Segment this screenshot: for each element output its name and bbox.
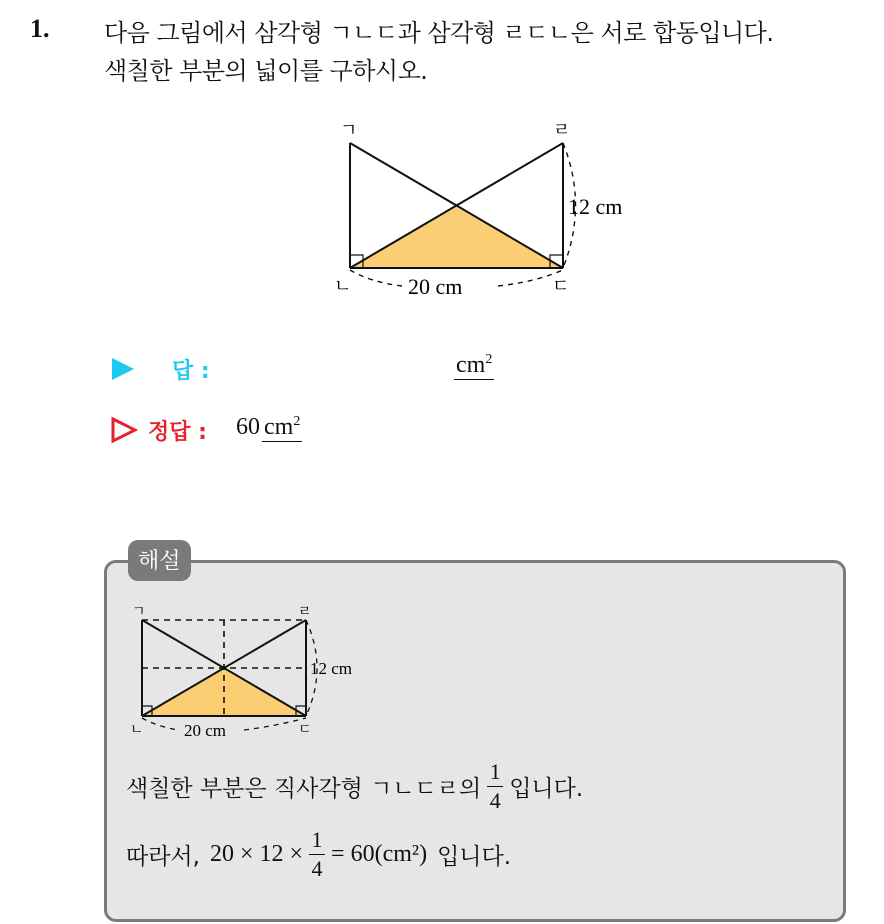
explanation-line-2-prefix: 따라서, [126, 844, 200, 870]
explanation-line-1-prefix: 색칠한 부분은 직사각형 ㄱㄴㄷㄹ의 [126, 776, 482, 802]
explanation-math-b: = 60(cm²) [331, 841, 428, 867]
explanation-tag: 해설 [128, 540, 191, 581]
explanation-line-1-suffix: 입니다. [509, 776, 584, 802]
explanation-figure [126, 600, 376, 746]
correct-unit-exp: 2 [293, 414, 301, 429]
explanation-label-d: ㄹ [298, 604, 312, 620]
correct-unit-wrap [262, 414, 302, 442]
explanation-label-c: ㄷ [298, 722, 312, 738]
answer-label: 답 : [172, 359, 210, 384]
correct-label: 정답 : [148, 420, 207, 445]
base-dimension-arc-left [350, 270, 402, 286]
explanation-fraction [309, 828, 325, 881]
play-arrow-icon [110, 356, 136, 382]
correct-value: 60 [236, 414, 260, 440]
question-text [104, 14, 874, 90]
fraction-numerator: 1 [489, 759, 501, 784]
fraction-denominator: 4 [489, 788, 501, 813]
shaded-triangle [350, 207, 563, 268]
question-line-1: 다음 그림에서 삼각형 ㄱㄴㄷ과 삼각형 ㄹㄷㄴ은 서로 합동입니다. [104, 19, 774, 47]
explanation-line-2-suffix: 입니다. [437, 844, 512, 870]
correct-answer-row [110, 414, 410, 448]
fraction-one-quarter [487, 760, 503, 813]
explanation-label-b: ㄴ [130, 722, 144, 738]
label-c: ㄷ [552, 276, 570, 297]
explanation-line-1 [126, 760, 583, 813]
explanation-base-arc-right [244, 718, 306, 730]
explanation-label-a: ㄱ [132, 604, 146, 620]
base-label: 20 cm [408, 274, 463, 299]
explanation-line-2 [126, 828, 511, 881]
explanation-math-a: 20 × 12 × [209, 841, 304, 867]
explanation-fraction-numerator: 1 [311, 827, 323, 852]
explanation-base-label: 20 cm [184, 721, 227, 740]
main-figure [320, 110, 650, 310]
correct-unit: cm [264, 414, 294, 440]
answer-blank-unit[interactable] [454, 352, 494, 380]
explanation-fraction-denominator: 4 [311, 856, 323, 881]
explanation-base-arc-left [142, 718, 178, 730]
answer-unit-exp: 2 [485, 352, 493, 367]
answer-row [110, 352, 530, 386]
answer-unit: cm [456, 352, 486, 378]
question-line-2: 색칠한 부분의 넓이를 구하시오. [104, 57, 428, 85]
question-number: 1. [30, 14, 50, 43]
label-d: ㄹ [553, 120, 571, 141]
outline-arrow-icon [110, 416, 138, 444]
label-b: ㄴ [334, 276, 352, 297]
height-label: 12 cm [568, 194, 623, 219]
explanation-height-label: 12 cm [310, 659, 353, 678]
label-a: ㄱ [340, 120, 358, 141]
